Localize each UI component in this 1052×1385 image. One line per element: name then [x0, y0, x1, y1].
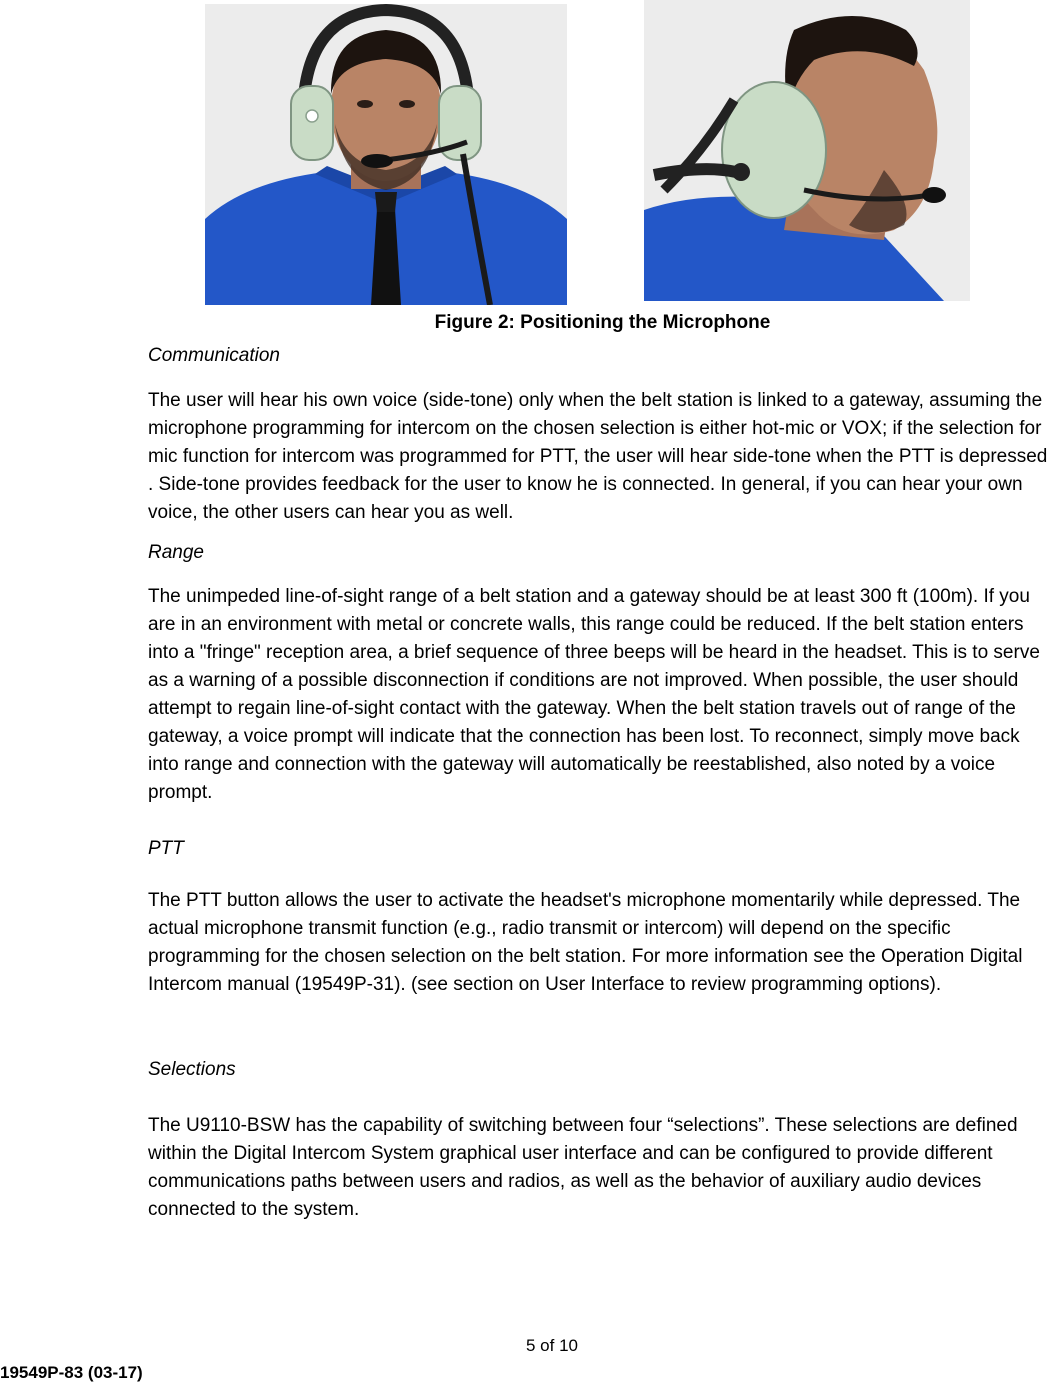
section-heading-selections: Selections	[148, 1059, 236, 1080]
section-body-communication: The user will hear his own voice (side-tone) only when the belt station is linked to a gateway, assuming the microphone programming for intercom on the chosen selection is either hot-mic or VOX; if the selection for mic function for intercom was programmed for PTT, the user will hear side-tone when the PTT is depressed . Side-tone provides feedback for the user to know he is connected. In general, if you can hear your own voice, the other users can hear you as well.	[148, 390, 1048, 523]
figure-photo-front	[205, 4, 567, 305]
section-heading-communication: Communication	[148, 345, 280, 366]
document-code: 19549P-83 (03-17)	[0, 1363, 143, 1382]
page-number: 5 of 10	[526, 1336, 578, 1355]
figure-photo-side	[644, 0, 970, 301]
section-body-selections: The U9110-BSW has the capability of switching between four “selections”. These selections are defined within the Digital Intercom System graphical user interface and can be configured to provide different communications paths between users and radios, as well as the behavior of auxiliary audio devices connected to the system.	[148, 1115, 1018, 1220]
figure-caption: Figure 2: Positioning the Microphone	[434, 312, 771, 333]
section-body-ptt: The PTT button allows the user to activate the headset's microphone momentarily while depressed. The actual microphone transmit function (e.g., radio transmit or intercom) will depend on the specific programming for the chosen selection on the belt station. For more information see the Operation Digital Intercom manual (19549P-31). (see section on User Interface to review programming options).	[148, 890, 1023, 995]
section-body-range: The unimpeded line-of-sight range of a belt station and a gateway should be at least 300 ft (100m). If you are in an environment with metal or concrete walls, this range could be reduced. If the belt station enters into a "fringe" reception area, a brief sequence of three beeps will be heard in the headset. This is to serve as a warning of a possible disconnection if conditions are not improved. When possible, the user should attempt to regain line-of-sight contact with the gateway. When the belt station travels out of range of the gateway, a voice prompt will indicate that the connection has been lost. To reconnect, simply move back into range and connection with the gateway will automatically be reestablished, also noted by a voice prompt.	[148, 586, 1040, 803]
section-heading-ptt: PTT	[148, 838, 184, 859]
section-heading-range: Range	[148, 542, 204, 563]
